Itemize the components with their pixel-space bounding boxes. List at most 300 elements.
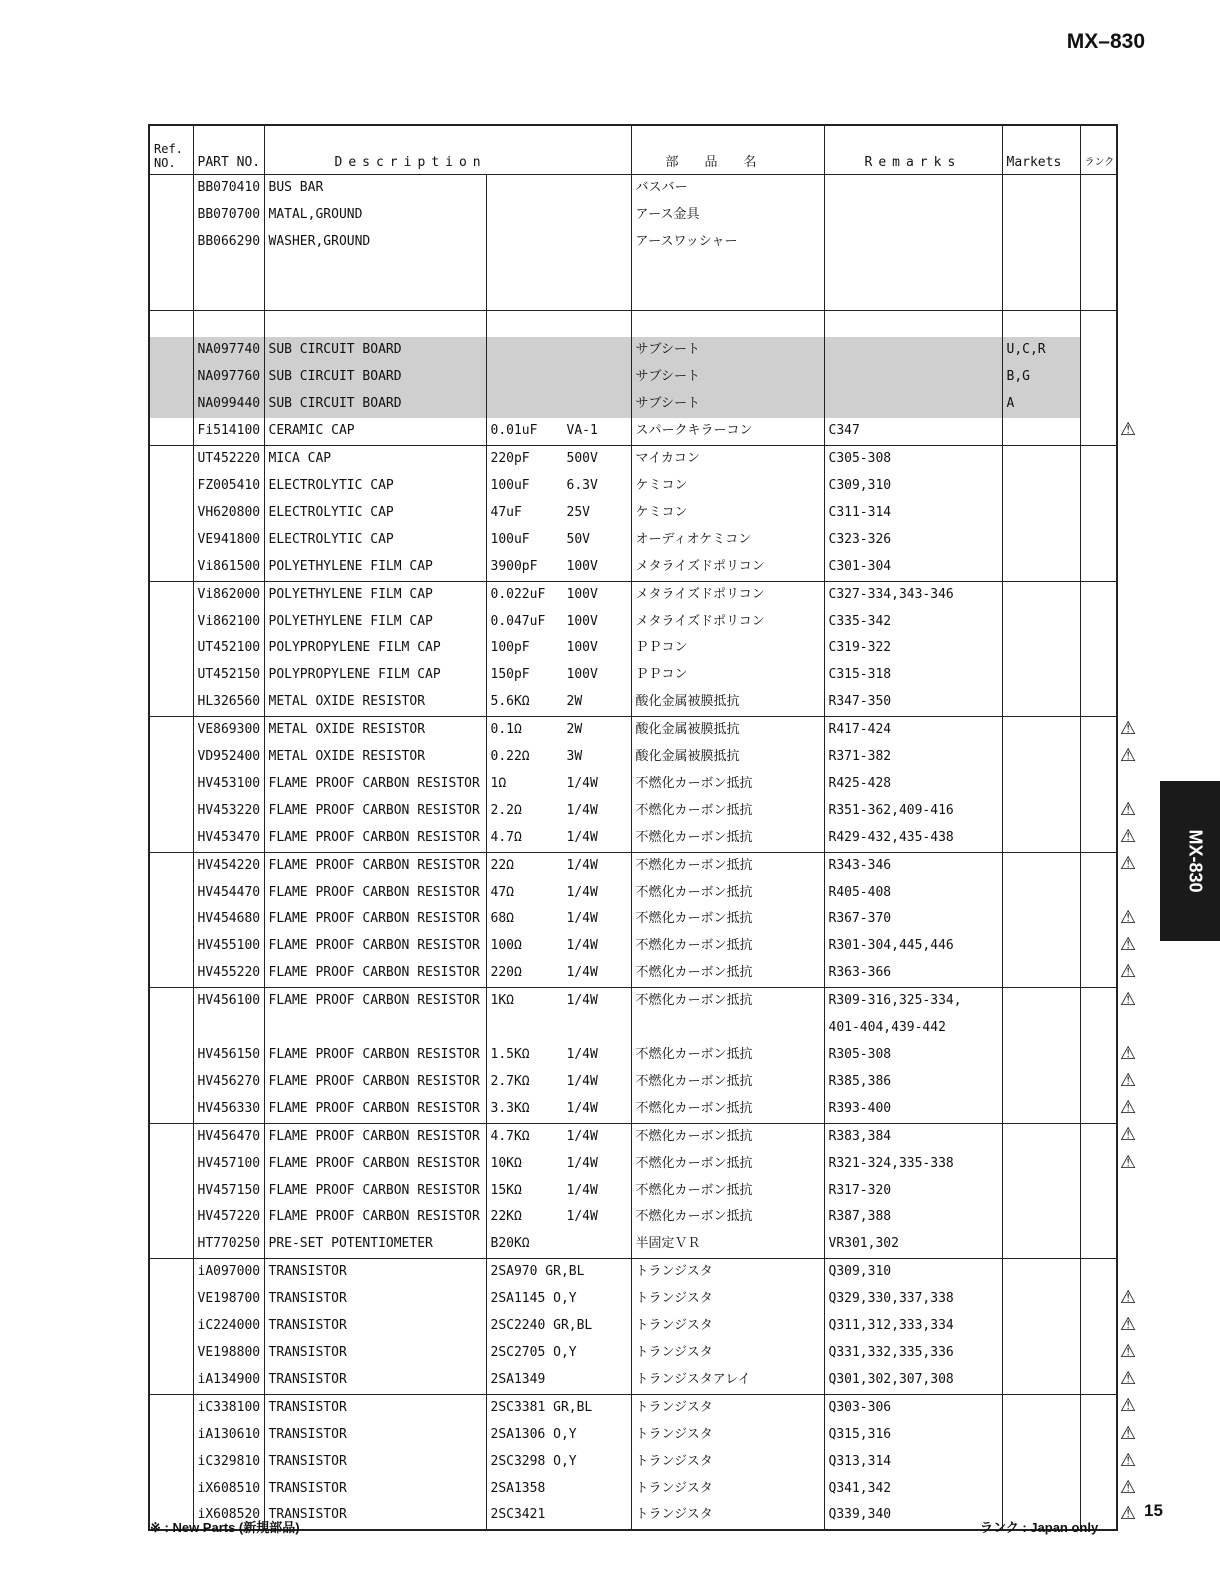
ref-cell	[149, 609, 193, 636]
rank	[1080, 473, 1117, 500]
specification	[486, 1069, 631, 1096]
spec-value: 5.6KΩ	[490, 694, 530, 710]
japanese-name: 不燃化カーボン抵抗	[631, 1178, 824, 1205]
markets	[1002, 1340, 1080, 1367]
table-row	[149, 364, 1117, 391]
warning-icon: ⚠	[1120, 934, 1137, 955]
rank	[1080, 1042, 1117, 1069]
spec-value: 2SC2705 O,Y	[490, 1344, 577, 1360]
part-number: UT452150	[193, 662, 264, 689]
table-row	[149, 662, 1117, 689]
japanese-name	[631, 310, 824, 337]
rank	[1080, 1259, 1117, 1286]
spec-value: 150pF	[490, 667, 530, 683]
table-row	[149, 229, 1117, 256]
spec-rating: 100V	[566, 586, 598, 602]
rank	[1080, 229, 1117, 256]
table-row	[149, 1340, 1117, 1367]
markets: U,C,R	[1002, 337, 1080, 364]
table-row	[149, 1313, 1117, 1340]
japanese-name	[631, 283, 824, 310]
japanese-name: マイカコン	[631, 446, 824, 473]
remarks: R429-432,435-438	[824, 825, 1002, 852]
remarks: R385,386	[824, 1069, 1002, 1096]
markets	[1002, 933, 1080, 960]
spec-value: 220pF	[490, 451, 530, 467]
markets	[1002, 880, 1080, 907]
description: METAL OXIDE RESISTOR	[264, 744, 486, 771]
markets	[1002, 229, 1080, 256]
specification	[486, 1259, 631, 1286]
warning-icon: ⚠	[1120, 1097, 1137, 1118]
part-number: Vi862100	[193, 609, 264, 636]
ref-cell	[149, 364, 193, 391]
rank	[1080, 1069, 1117, 1096]
ref-cell	[149, 418, 193, 445]
description: ELECTROLYTIC CAP	[264, 473, 486, 500]
specification	[486, 1476, 631, 1503]
warning-icon: ⚠	[1120, 1152, 1137, 1173]
japanese-name: 不燃化カーボン抵抗	[631, 880, 824, 907]
remarks: Q341,342	[824, 1476, 1002, 1503]
japanese-name: 不燃化カーボン抵抗	[631, 988, 824, 1015]
japanese-name: トランジスタ	[631, 1313, 824, 1340]
side-tab-label: MX-830	[1185, 829, 1206, 893]
remarks: C335-342	[824, 609, 1002, 636]
table-row	[149, 744, 1117, 771]
spec-rating: 500V	[566, 451, 598, 467]
rank	[1080, 852, 1117, 879]
markets	[1002, 1259, 1080, 1286]
ref-cell	[149, 880, 193, 907]
spec-value: 3.3KΩ	[490, 1100, 530, 1116]
remarks	[824, 229, 1002, 256]
part-number: HV454220	[193, 852, 264, 879]
page-number: 15	[1144, 1501, 1163, 1520]
description: FLAME PROOF CARBON RESISTOR	[264, 960, 486, 987]
description: ELECTROLYTIC CAP	[264, 527, 486, 554]
rank	[1080, 1367, 1117, 1394]
description: FLAME PROOF CARBON RESISTOR	[264, 1096, 486, 1123]
spec-value: 2SA1358	[490, 1480, 546, 1496]
spec-value: 100uF	[490, 531, 530, 547]
table-row	[149, 1015, 1117, 1042]
specification	[486, 391, 631, 418]
part-number: HV457220	[193, 1204, 264, 1231]
specification	[486, 933, 631, 960]
part-number: iA097000	[193, 1259, 264, 1286]
spec-rating: 1/4W	[566, 1155, 598, 1171]
ref-cell	[149, 1151, 193, 1178]
ref-cell	[149, 825, 193, 852]
markets	[1002, 689, 1080, 716]
remarks	[824, 391, 1002, 418]
warning-icon: ⚠	[1120, 1503, 1137, 1524]
ref-cell	[149, 337, 193, 364]
specification	[486, 256, 631, 283]
specification	[486, 283, 631, 310]
warning-icon: ⚠	[1120, 1043, 1137, 1064]
table-row	[149, 1151, 1117, 1178]
table-row	[149, 500, 1117, 527]
japanese-name: スパークキラーコン	[631, 418, 824, 445]
rank	[1080, 256, 1117, 283]
remarks: R367-370	[824, 906, 1002, 933]
warning-icon: ⚠	[1120, 1450, 1137, 1471]
spec-rating: 1/4W	[566, 1073, 598, 1089]
ref-cell	[149, 1313, 193, 1340]
table-row	[149, 852, 1117, 879]
ref-cell	[149, 662, 193, 689]
remarks: C309,310	[824, 473, 1002, 500]
part-number: HV457150	[193, 1178, 264, 1205]
rank	[1080, 1015, 1117, 1042]
ref-cell	[149, 1340, 193, 1367]
ref-cell	[149, 771, 193, 798]
spec-rating: 1/4W	[566, 1100, 598, 1116]
japanese-name: 不燃化カーボン抵抗	[631, 906, 824, 933]
japanese-name: トランジスタ	[631, 1476, 824, 1503]
specification	[486, 1449, 631, 1476]
table-body	[149, 175, 1117, 1531]
remarks: R363-366	[824, 960, 1002, 987]
remarks	[824, 175, 1002, 202]
part-number: iC338100	[193, 1394, 264, 1421]
spec-rating: 1/4W	[566, 965, 598, 981]
part-number: iA134900	[193, 1367, 264, 1394]
side-tab	[1160, 781, 1220, 941]
spec-value: 2SC2240 GR,BL	[490, 1318, 593, 1334]
rank	[1080, 391, 1117, 418]
specification	[486, 446, 631, 473]
description: TRANSISTOR	[264, 1313, 486, 1340]
markets	[1002, 960, 1080, 987]
remarks: 401-404,439-442	[824, 1015, 1002, 1042]
markets	[1002, 581, 1080, 608]
col-ref: Ref. NO.	[149, 125, 193, 175]
spec-rating: 50V	[566, 531, 590, 547]
specification	[486, 1422, 631, 1449]
spec-rating: VA-1	[566, 423, 598, 439]
warning-icon: ⚠	[1120, 1070, 1137, 1091]
remarks: Q331,332,335,336	[824, 1340, 1002, 1367]
part-number: HV453470	[193, 825, 264, 852]
description: FLAME PROOF CARBON RESISTOR	[264, 933, 486, 960]
spec-rating: 1/4W	[566, 829, 598, 845]
ref-cell	[149, 202, 193, 229]
table-row	[149, 933, 1117, 960]
part-number: HV456470	[193, 1123, 264, 1150]
remarks: R371-382	[824, 744, 1002, 771]
remarks: R347-350	[824, 689, 1002, 716]
table-row	[149, 1096, 1117, 1123]
remarks: C305-308	[824, 446, 1002, 473]
markets	[1002, 609, 1080, 636]
ref-cell	[149, 717, 193, 744]
japanese-name: 不燃化カーボン抵抗	[631, 960, 824, 987]
ref-cell	[149, 1449, 193, 1476]
rank	[1080, 1313, 1117, 1340]
part-number: HV456330	[193, 1096, 264, 1123]
markets	[1002, 1476, 1080, 1503]
remarks: R417-424	[824, 717, 1002, 744]
markets	[1002, 310, 1080, 337]
specification	[486, 581, 631, 608]
part-number: UT452100	[193, 635, 264, 662]
specification	[486, 473, 631, 500]
table-row	[149, 609, 1117, 636]
rank	[1080, 283, 1117, 310]
spec-rating: 2W	[566, 722, 583, 738]
description: FLAME PROOF CARBON RESISTOR	[264, 798, 486, 825]
specification	[486, 988, 631, 1015]
markets	[1002, 283, 1080, 310]
rank	[1080, 1096, 1117, 1123]
table-row	[149, 798, 1117, 825]
spec-value: 1KΩ	[490, 993, 514, 1009]
table-row	[149, 337, 1117, 364]
remarks: Q329,330,337,338	[824, 1286, 1002, 1313]
spec-rating: 1/4W	[566, 1182, 598, 1198]
description: TRANSISTOR	[264, 1449, 486, 1476]
ref-cell	[149, 1096, 193, 1123]
ref-cell	[149, 1015, 193, 1042]
japanese-name: 不燃化カーボン抵抗	[631, 1151, 824, 1178]
description: TRANSISTOR	[264, 1340, 486, 1367]
markets	[1002, 1231, 1080, 1258]
rank	[1080, 1204, 1117, 1231]
warning-icon: ⚠	[1120, 419, 1137, 440]
table-row	[149, 1231, 1117, 1258]
description: TRANSISTOR	[264, 1502, 486, 1530]
remarks: C327-334,343-346	[824, 581, 1002, 608]
japanese-name: 半固定ＶＲ	[631, 1231, 824, 1258]
japanese-name: トランジスタ	[631, 1340, 824, 1367]
japanese-name: ＰＰコン	[631, 662, 824, 689]
specification	[486, 1204, 631, 1231]
description: POLYPROPYLENE FILM CAP	[264, 662, 486, 689]
specification	[486, 310, 631, 337]
ref-cell	[149, 1178, 193, 1205]
specification	[486, 1042, 631, 1069]
table-row	[149, 880, 1117, 907]
ref-cell	[149, 391, 193, 418]
rank	[1080, 1422, 1117, 1449]
remarks: R393-400	[824, 1096, 1002, 1123]
markets	[1002, 1151, 1080, 1178]
markets	[1002, 1449, 1080, 1476]
ref-cell	[149, 635, 193, 662]
table-row	[149, 446, 1117, 473]
specification	[486, 337, 631, 364]
table-row	[149, 581, 1117, 608]
japanese-name: 不燃化カーボン抵抗	[631, 1123, 824, 1150]
rank	[1080, 960, 1117, 987]
specification	[486, 1178, 631, 1205]
specification	[486, 609, 631, 636]
spec-rating: 1/4W	[566, 1209, 598, 1225]
japanese-name: ケミコン	[631, 500, 824, 527]
japanese-name: トランジスタ	[631, 1502, 824, 1530]
specification	[486, 364, 631, 391]
markets	[1002, 1367, 1080, 1394]
markets	[1002, 771, 1080, 798]
japanese-name: 酸化金属被膜抵抗	[631, 689, 824, 716]
remarks: R309-316,325-334,	[824, 988, 1002, 1015]
remarks	[824, 202, 1002, 229]
part-number: HV456100	[193, 988, 264, 1015]
rank	[1080, 418, 1117, 445]
part-number: BB066290	[193, 229, 264, 256]
ref-cell	[149, 988, 193, 1015]
markets: A	[1002, 391, 1080, 418]
rank-note: ランク : Japan only	[980, 1520, 1099, 1535]
japanese-name: トランジスタ	[631, 1394, 824, 1421]
spec-rating: 6.3V	[566, 477, 598, 493]
table-row	[149, 988, 1117, 1015]
description: FLAME PROOF CARBON RESISTOR	[264, 852, 486, 879]
ref-cell	[149, 1204, 193, 1231]
spec-value: 1.5KΩ	[490, 1047, 530, 1062]
col-japanese-name: 部 品 名	[631, 125, 824, 175]
rank	[1080, 1449, 1117, 1476]
spec-rating: 1/4W	[566, 1128, 598, 1144]
spec-value: 2SA1145 O,Y	[490, 1291, 577, 1307]
rank	[1080, 554, 1117, 581]
specification	[486, 662, 631, 689]
part-number	[193, 1015, 264, 1042]
new-parts-note: ※ : New Parts (新規部品)	[150, 1520, 300, 1535]
description: ELECTROLYTIC CAP	[264, 500, 486, 527]
markets	[1002, 798, 1080, 825]
rank	[1080, 1394, 1117, 1421]
remarks: R321-324,335-338	[824, 1151, 1002, 1178]
japanese-name: 不燃化カーボン抵抗	[631, 771, 824, 798]
remarks: R317-320	[824, 1178, 1002, 1205]
spec-rating: 100V	[566, 667, 598, 683]
rank	[1080, 689, 1117, 716]
spec-value: 100pF	[490, 640, 530, 656]
rank	[1080, 175, 1117, 202]
markets	[1002, 256, 1080, 283]
rank	[1080, 662, 1117, 689]
markets	[1002, 1286, 1080, 1313]
table-row	[149, 527, 1117, 554]
markets	[1002, 635, 1080, 662]
description	[264, 283, 486, 310]
specification	[486, 1367, 631, 1394]
japanese-name: オーディオケミコン	[631, 527, 824, 554]
specification	[486, 852, 631, 879]
col-markets: Markets	[1002, 125, 1080, 175]
warning-icon: ⚠	[1120, 718, 1137, 739]
specification	[486, 1096, 631, 1123]
spec-value: 0.047uF	[490, 613, 546, 629]
markets	[1002, 500, 1080, 527]
spec-value: 100Ω	[490, 938, 522, 954]
ref-cell	[149, 1231, 193, 1258]
parts-table	[148, 124, 1118, 1531]
description	[264, 1015, 486, 1042]
markets	[1002, 1042, 1080, 1069]
markets	[1002, 717, 1080, 744]
description	[264, 310, 486, 337]
remarks: Q313,314	[824, 1449, 1002, 1476]
markets	[1002, 1096, 1080, 1123]
japanese-name	[631, 256, 824, 283]
spec-rating: 25V	[566, 504, 590, 520]
specification	[486, 500, 631, 527]
part-number: iC224000	[193, 1313, 264, 1340]
description: FLAME PROOF CARBON RESISTOR	[264, 771, 486, 798]
description: MATAL,GROUND	[264, 202, 486, 229]
specification	[486, 1123, 631, 1150]
part-number: Vi861500	[193, 554, 264, 581]
description: POLYETHYLENE FILM CAP	[264, 554, 486, 581]
ref-cell	[149, 906, 193, 933]
ref-cell	[149, 256, 193, 283]
rank	[1080, 1178, 1117, 1205]
table-row	[149, 1259, 1117, 1286]
description: FLAME PROOF CARBON RESISTOR	[264, 906, 486, 933]
japanese-name: メタライズドポリコン	[631, 609, 824, 636]
ref-cell	[149, 310, 193, 337]
remarks: C301-304	[824, 554, 1002, 581]
description	[264, 256, 486, 283]
spec-value: 100uF	[490, 477, 530, 493]
part-number: VD952400	[193, 744, 264, 771]
description: FLAME PROOF CARBON RESISTOR	[264, 1151, 486, 1178]
table-row	[149, 202, 1117, 229]
spec-rating: 1/4W	[566, 857, 598, 873]
table-row	[149, 1069, 1117, 1096]
rank	[1080, 880, 1117, 907]
table-row	[149, 418, 1117, 445]
spec-value: 2SC3298 O,Y	[490, 1453, 577, 1469]
warning-icon: ⚠	[1120, 799, 1137, 820]
specification	[486, 798, 631, 825]
markets	[1002, 906, 1080, 933]
table-row	[149, 1178, 1117, 1205]
spec-value: 47Ω	[490, 884, 514, 900]
spec-value: 22KΩ	[490, 1209, 522, 1225]
part-number: BB070410	[193, 175, 264, 202]
description: FLAME PROOF CARBON RESISTOR	[264, 1069, 486, 1096]
spec-rating: 100V	[566, 640, 598, 656]
rank	[1080, 825, 1117, 852]
part-number: HV457100	[193, 1151, 264, 1178]
spec-value: 2SA1306 O,Y	[490, 1426, 577, 1442]
spec-rating: 2W	[566, 694, 583, 710]
rank	[1080, 500, 1117, 527]
ref-cell	[149, 581, 193, 608]
description: TRANSISTOR	[264, 1286, 486, 1313]
warning-icon: ⚠	[1120, 989, 1137, 1010]
markets	[1002, 1015, 1080, 1042]
table-header	[149, 125, 1117, 175]
ref-cell	[149, 283, 193, 310]
markets	[1002, 527, 1080, 554]
markets	[1002, 825, 1080, 852]
japanese-name: トランジスタアレイ	[631, 1367, 824, 1394]
description: METAL OXIDE RESISTOR	[264, 689, 486, 716]
warning-icon: ⚠	[1120, 1124, 1137, 1145]
specification	[486, 960, 631, 987]
japanese-name: トランジスタ	[631, 1259, 824, 1286]
japanese-name: 不燃化カーボン抵抗	[631, 1042, 824, 1069]
ref-cell	[149, 175, 193, 202]
markets	[1002, 473, 1080, 500]
